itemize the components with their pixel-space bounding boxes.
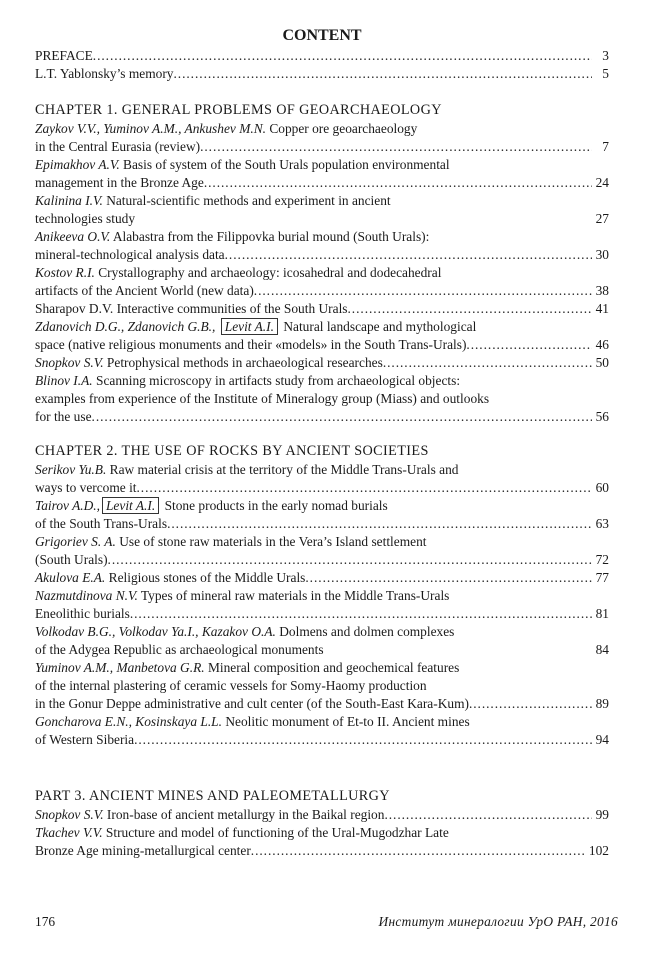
toc-entry[interactable]: Akulova E.A. Religious stones of the Middle Urals . . . 77 [35, 569, 609, 587]
entry-authors: Zdanovich D.G., Zdanovich G.B., [35, 319, 216, 334]
toc-entry[interactable]: Grigoriev S. A. Use of stone raw materials in the Vera’s Island settlement (South Urals) . . . 72 [35, 533, 609, 569]
page-number: 72 [595, 552, 609, 567]
toc-entry[interactable]: Blinov I.A. Scanning microscopy in artifacts study from archaeological objects: examples from experience of the Institute of Mineralogy group (Miass) and outlooks for the use . . . 56 [35, 372, 609, 426]
toc-entry[interactable]: Epimakhov A.V. Basis of system of the South Urals population environmental management in the Bronze Age . . . 24 [35, 156, 609, 192]
toc-entry[interactable]: Kostov R.I. Crystallography and archaeology: icosahedral and dodecahedral artifacts of the Ancient World (new data) . . . 38 [35, 264, 609, 300]
entry-authors: Kostov R.I. [35, 265, 95, 280]
page-number: 84 [595, 642, 609, 657]
table-of-contents [35, 26, 609, 860]
entry-authors: Goncharova E.N., Kosinskaya L.L. [35, 714, 222, 729]
page-number: 94 [595, 732, 609, 747]
page-number: 30 [595, 247, 609, 262]
toc-entry[interactable]: Zdanovich D.G., Zdanovich G.B., Levit A.I. Natural landscape and mythological space (native religious monuments and their «models» in the South Trans-Urals) . . . 46 [35, 318, 609, 354]
toc-entry[interactable]: Sharapov D.V. Interactive communities of the South Urals . . . 41 [35, 300, 609, 318]
deceased-author-box: Levit A.I. [102, 497, 159, 514]
entry-authors: Zaykov V.V., Yuminov A.M., Ankushev M.N. [35, 121, 266, 136]
toc-entry[interactable]: Goncharova E.N., Kosinskaya L.L. Neolitic monument of Et-to II. Ancient mines of Western Siberia . . . 94 [35, 713, 609, 749]
footer-page-number: 176 [35, 914, 56, 929]
page-number: 81 [595, 606, 609, 621]
entry-authors: Yuminov A.M., Manbetova G.R. [35, 660, 205, 675]
entry-authors: Tkachev V.V. [35, 825, 103, 840]
deceased-author-box: Levit A.I. [221, 318, 278, 335]
page-number: 60 [595, 480, 609, 495]
entry-authors: Epimakhov A.V. [35, 157, 120, 172]
page-footer [35, 913, 618, 931]
page-number: 99 [595, 807, 609, 822]
page-number: 27 [595, 211, 609, 226]
toc-entry[interactable]: Tkachev V.V. Structure and model of functioning of the Ural-Mugodzhar Late Bronze Age mining-metallurgical center . . . 102 [35, 824, 609, 860]
page-number: 3 [602, 48, 609, 63]
entry-authors: Serikov Yu.B. [35, 462, 107, 477]
page-number: 50 [595, 355, 609, 370]
entry-authors: Snopkov S.V. [35, 807, 104, 822]
toc-entry[interactable]: Yuminov A.M., Manbetova G.R. Mineral composition and geochemical features of the internal plastering of ceramic vessels for Somy-Haomy production in the Gonur Deppe administrative and cult center (of the South-East Kara-Kum) . . . 89 [35, 659, 609, 713]
entry-authors: Anikeeva O.V. [35, 229, 111, 244]
page-number: 77 [595, 570, 609, 585]
toc-entry[interactable]: Volkodav B.G., Volkodav Ya.I., Kazakov O.A. Dolmens and dolmen complexes of the Adygea Republic as archaeological monuments 84 [35, 624, 609, 657]
page-number: 41 [595, 301, 609, 316]
entry-authors: Volkodav B.G., Volkodav Ya.I., Kazakov O.A. [35, 624, 276, 639]
toc-entry[interactable]: Serikov Yu.B. Raw material crisis at the territory of the Middle Trans-Urals and ways to vercome it . . . 60 [35, 461, 609, 497]
part-3-heading: PART 3. ANCIENT MINES AND PALEOMETALLURGY [35, 788, 390, 804]
page-number: 102 [588, 843, 609, 858]
toc-entry-preface[interactable]: PREFACE . . . 3 [35, 47, 609, 65]
chapter-1-heading: CHAPTER 1. GENERAL PROBLEMS OF GEOARCHAEOLOGY [35, 102, 442, 118]
entry-authors: Tairov A.D., [35, 498, 100, 513]
entry-authors: Kalinina I.V. [35, 193, 103, 208]
page-number: 46 [595, 337, 609, 352]
page-number: 5 [602, 66, 609, 81]
toc-entry[interactable]: Snopkov S.V. Iron-base of ancient metallurgy in the Baikal region . . . 99 [35, 806, 609, 824]
chapter-2-heading: CHAPTER 2. THE USE OF ROCKS BY ANCIENT SOCIETIES [35, 443, 429, 459]
page-number: 7 [602, 139, 609, 154]
page-number: 38 [595, 283, 609, 298]
toc-entry[interactable]: Tairov A.D., Levit A.I. Stone products in the early nomad burials of the South Trans-Urals . . . 63 [35, 497, 609, 533]
toc-entry[interactable]: Nazmutdinova N.V. Types of mineral raw materials in the Middle Trans-Urals Eneolithic burials . . . 81 [35, 587, 609, 623]
page-number: 56 [595, 409, 609, 424]
page-number: 89 [595, 696, 609, 711]
page-title: CONTENT [282, 27, 362, 44]
toc-entry[interactable]: Zaykov V.V., Yuminov A.M., Ankushev M.N. Copper ore geoarchaeology in the Central Eurasia (review) . . . 7 [35, 120, 609, 156]
entry-authors: Akulova E.A. [35, 570, 106, 585]
entry-authors: Nazmutdinova N.V. [35, 588, 138, 603]
entry-authors: Grigoriev S. A. [35, 534, 116, 549]
page-number: 63 [595, 516, 609, 531]
entry-authors: Blinov I.A. [35, 373, 93, 388]
footer-publisher: Институт минералогии УрО РАН, 2016 [378, 914, 618, 929]
toc-entry-memory[interactable]: L.T. Yablonsky’s memory . . . 5 [35, 65, 609, 83]
toc-entry[interactable]: Kalinina I.V. Natural-scientific methods and experiment in ancient technologies study 27 [35, 193, 609, 226]
toc-entry[interactable]: Anikeeva O.V. Alabastra from the Filippovka burial mound (South Urals): mineral-technological analysis data . . . 30 [35, 228, 609, 264]
toc-entry[interactable]: Snopkov S.V. Petrophysical methods in archaeological researches . . . 50 [35, 354, 609, 372]
page-number: 24 [595, 175, 609, 190]
entry-authors: Snopkov S.V. [35, 355, 104, 370]
